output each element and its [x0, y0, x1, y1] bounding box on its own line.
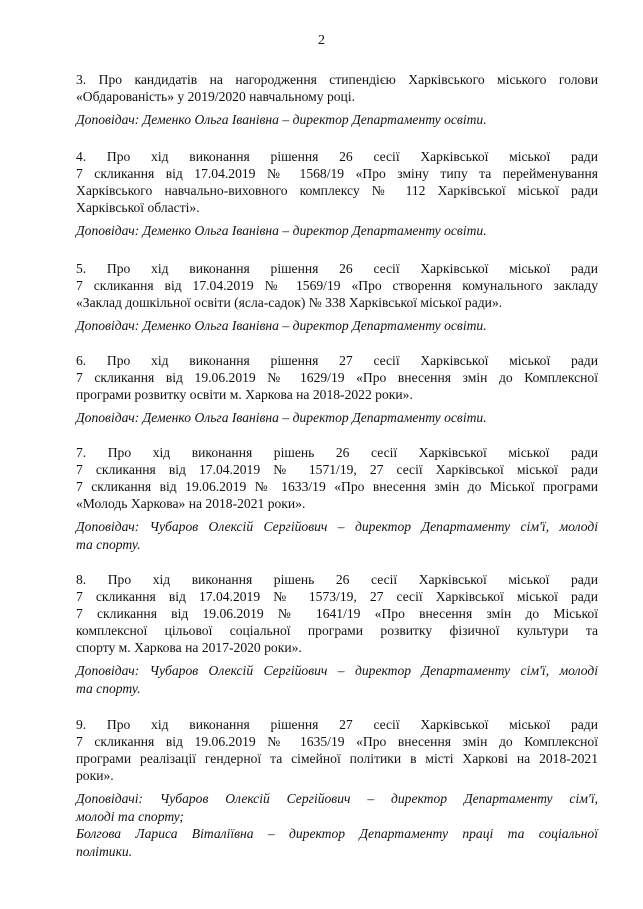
reporter-line: та спорту.: [76, 536, 141, 552]
agenda-item-line: 7 скликання від 19.06.2019 № 1633/19 «Про внесення змін до Міської програми: [76, 479, 598, 494]
agenda-item-line: програми реалізації гендерної та сімейної політики в місті Харкові на 2018-2021: [76, 751, 598, 766]
agenda-item-text: [76, 352, 598, 403]
agenda-item-line: 7. Про хід виконання рішень 26 сесії Харківської міської ради: [76, 445, 598, 460]
reporter-line: Доповідач: Чубаров Олексій Сергійович – директор Департаменту сім'ї, молоді: [76, 663, 598, 678]
agenda-item-line: 4. Про хід виконання рішення 26 сесії Харківської міської ради: [76, 149, 598, 164]
agenda-item-line: «Молодь Харкова» на 2018-2021 роки».: [76, 496, 306, 511]
agenda-item: [76, 71, 598, 129]
agenda-item-text: [76, 260, 598, 311]
reporter-line: політики.: [76, 843, 133, 859]
agenda-item: [76, 571, 598, 697]
agenda-item-line: 3. Про кандидатів на нагородження стипендією Харківського міського голови: [76, 72, 598, 87]
agenda-item-line: роки».: [76, 768, 114, 783]
agenda-item-line: 7 скликання від 17.04.2019 № 1573/19, 27 сесії Харківської міської ради: [76, 589, 598, 604]
reporter-note: [76, 518, 598, 553]
agenda-item: [76, 716, 598, 860]
reporter-note: [76, 409, 598, 427]
agenda-item-line: Харківського навчально-виховного комплексу № 112 Харківської міської ради: [76, 183, 598, 198]
reporter-line: Доповідач: Деменко Ольга Іванівна – директор Департаменту освіти.: [76, 112, 487, 127]
reporter-note: [76, 111, 598, 129]
agenda-item: [76, 148, 598, 240]
agenda-item-text: [76, 148, 598, 216]
agenda-item: [76, 444, 598, 553]
agenda-item-line: 7 скликання від 19.06.2019 № 1629/19 «Про внесення змін до Комплексної: [76, 370, 598, 385]
agenda-item-line: програми розвитку освіти м. Харкова на 2018-2022 роки».: [76, 387, 413, 402]
reporter-note: [76, 790, 598, 860]
agenda-item: [76, 260, 598, 335]
reporter-line: Доповідач: Чубаров Олексій Сергійович – директор Департаменту сім'ї, молоді: [76, 519, 598, 534]
agenda-item-line: 6. Про хід виконання рішення 27 сесії Харківської міської ради: [76, 353, 598, 368]
agenda-item-line: спорту м. Харкова на 2017-2020 роки».: [76, 640, 302, 655]
agenda-item-line: Харківської області».: [76, 200, 200, 215]
agenda-item-text: [76, 444, 598, 512]
agenda-item-line: 7 скликання від 19.06.2019 № 1635/19 «Про внесення змін до Комплексної: [76, 734, 598, 749]
reporter-line: Доповідач: Деменко Ольга Іванівна – директор Департаменту освіти.: [76, 318, 487, 333]
reporter-line: та спорту.: [76, 680, 141, 696]
reporter-line: Доповідач: Деменко Ольга Іванівна – директор Департаменту освіти.: [76, 223, 487, 238]
agenda-item-line: «Заклад дошкільної освіти (ясла-садок) № 338 Харківської міської ради».: [76, 295, 503, 310]
reporter-note: [76, 662, 598, 697]
agenda-item-line: 7 скликання від 17.04.2019 № 1569/19 «Про створення комунального закладу: [76, 278, 598, 293]
reporter-line: Доповідач: Деменко Ольга Іванівна – директор Департаменту освіти.: [76, 410, 487, 425]
page-number: 2: [318, 33, 325, 48]
agenda-item-line: 9. Про хід виконання рішення 27 сесії Харківської міської ради: [76, 717, 598, 732]
agenda-item-text: [76, 71, 598, 105]
reporter-line: Болгова Лариса Віталіївна – директор Департаменту праці та соціальної: [76, 826, 598, 841]
agenda-item-text: [76, 716, 598, 784]
agenda-item-line: комплексної цільової соціальної програми розвитку фізичної культури та: [76, 623, 598, 638]
reporter-line: Доповідачі: Чубаров Олексій Сергійович – директор Департаменту сім'ї,: [76, 791, 598, 806]
agenda-item: [76, 352, 598, 427]
reporter-note: [76, 317, 598, 335]
agenda-item-line: 7 скликання від 19.06.2019 № 1641/19 «Про внесення змін до Міської: [76, 606, 598, 621]
agenda-item-line: 8. Про хід виконання рішень 26 сесії Харківської міської ради: [76, 572, 598, 587]
agenda-item-line: 7 скликання від 17.04.2019 № 1568/19 «Про зміну типу та перейменування: [76, 166, 598, 181]
reporter-note: [76, 222, 598, 240]
reporter-line: молоді та спорту;: [76, 808, 184, 824]
agenda-item-line: «Обдарованість» у 2019/2020 навчальному році.: [76, 89, 356, 104]
agenda-item-line: 5. Про хід виконання рішення 26 сесії Харківської міської ради: [76, 261, 598, 276]
agenda-item-line: 7 скликання від 17.04.2019 № 1571/19, 27 сесії Харківської міської ради: [76, 462, 598, 477]
agenda-item-text: [76, 571, 598, 656]
